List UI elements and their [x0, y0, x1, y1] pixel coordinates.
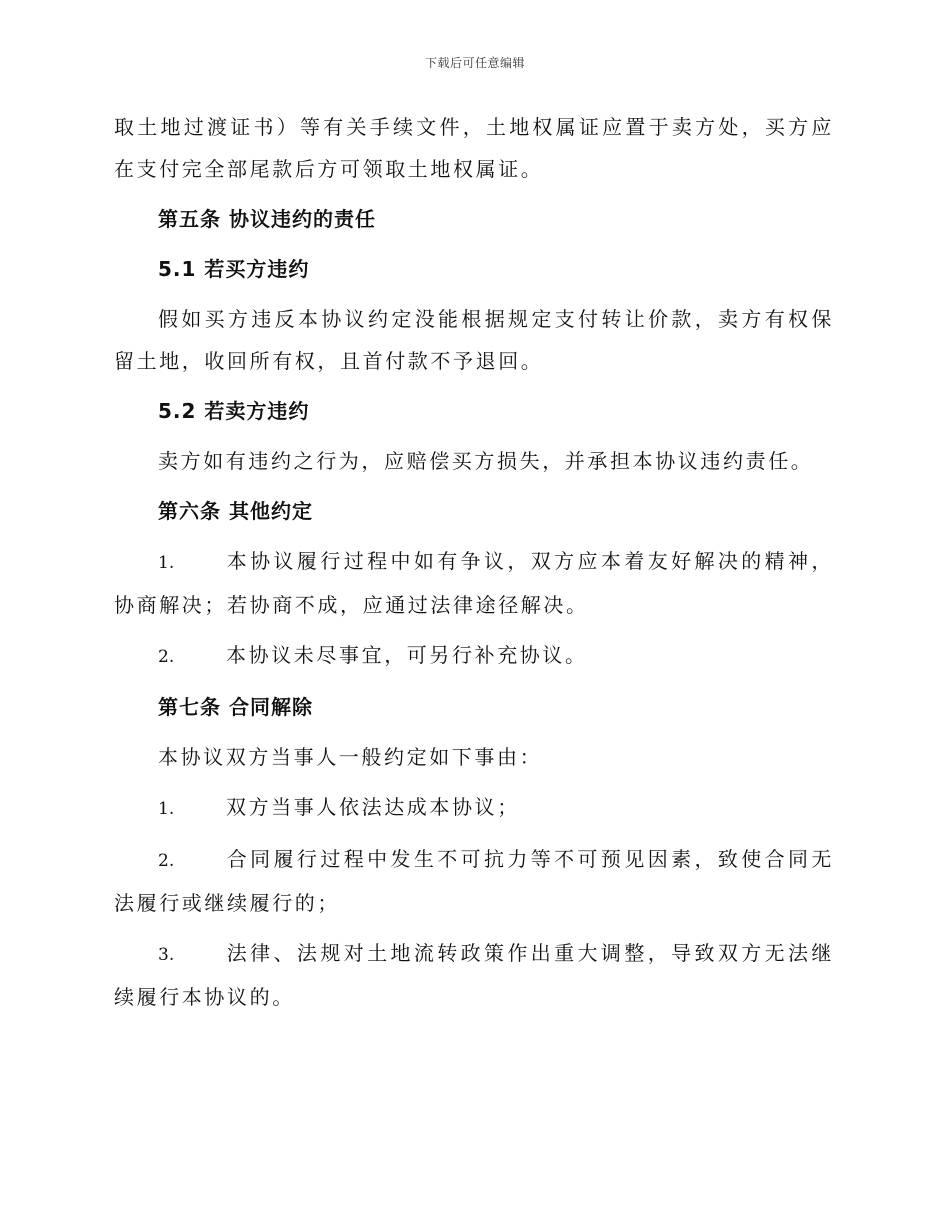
list-number: 1.: [158, 553, 175, 573]
heading-article-7: 第七条 合同解除: [158, 695, 313, 719]
list-text: 合同履行过程中发生不可抗力等不可预见因素，致使合同无法履行或继续履行的；: [114, 847, 834, 915]
list-item-7-1: [114, 786, 834, 830]
list-text: 法律、法规对土地流转政策作出重大调整，导致双方无法继续履行本协议的。: [114, 941, 834, 1009]
page-header: 下载后可任意编辑: [424, 56, 525, 70]
heading-5-1: 5.1 若买方违约: [158, 257, 310, 281]
heading-article-5: 第五条 协议违约的责任: [158, 207, 376, 231]
list-text: 本协议履行过程中如有争议，双方应本着友好解决的精神，协商解决；若协商不成，应通过法律途径解决。: [114, 549, 834, 617]
paragraph-7: 本协议双方当事人一般约定如下事由：: [158, 745, 543, 769]
list-item-7-3: [114, 932, 834, 1018]
paragraph-5-1: 假如买方违反本协议约定没能根据规定支付转让价款，卖方有权保留土地，收回所有权，且首付款不予退回。: [114, 307, 834, 373]
list-number: 1.: [158, 799, 175, 819]
paragraph-continued: 取土地过渡证书）等有关手续文件，土地权属证应置于卖方处，买方应在支付完全部尾款后方可领取土地权属证。: [114, 115, 834, 181]
list-item-7-2: [114, 838, 834, 924]
heading-article-6: 第六条 其他约定: [158, 499, 313, 523]
paragraph-5-2: 卖方如有违约之行为，应赔偿买方损失，并承担本协议违约责任。: [158, 449, 814, 473]
heading-5-2: 5.2 若卖方违约: [158, 399, 310, 423]
list-number: 2.: [158, 851, 175, 871]
list-text: 双方当事人依法达成本协议；: [226, 795, 520, 819]
list-item-6-1: [114, 540, 834, 626]
list-text: 本协议未尽事宜，可另行补充协议。: [226, 643, 588, 667]
list-number: 2.: [158, 647, 175, 667]
document-body: [114, 106, 834, 1026]
list-number: 3.: [158, 945, 175, 965]
list-item-6-2: [114, 634, 834, 678]
